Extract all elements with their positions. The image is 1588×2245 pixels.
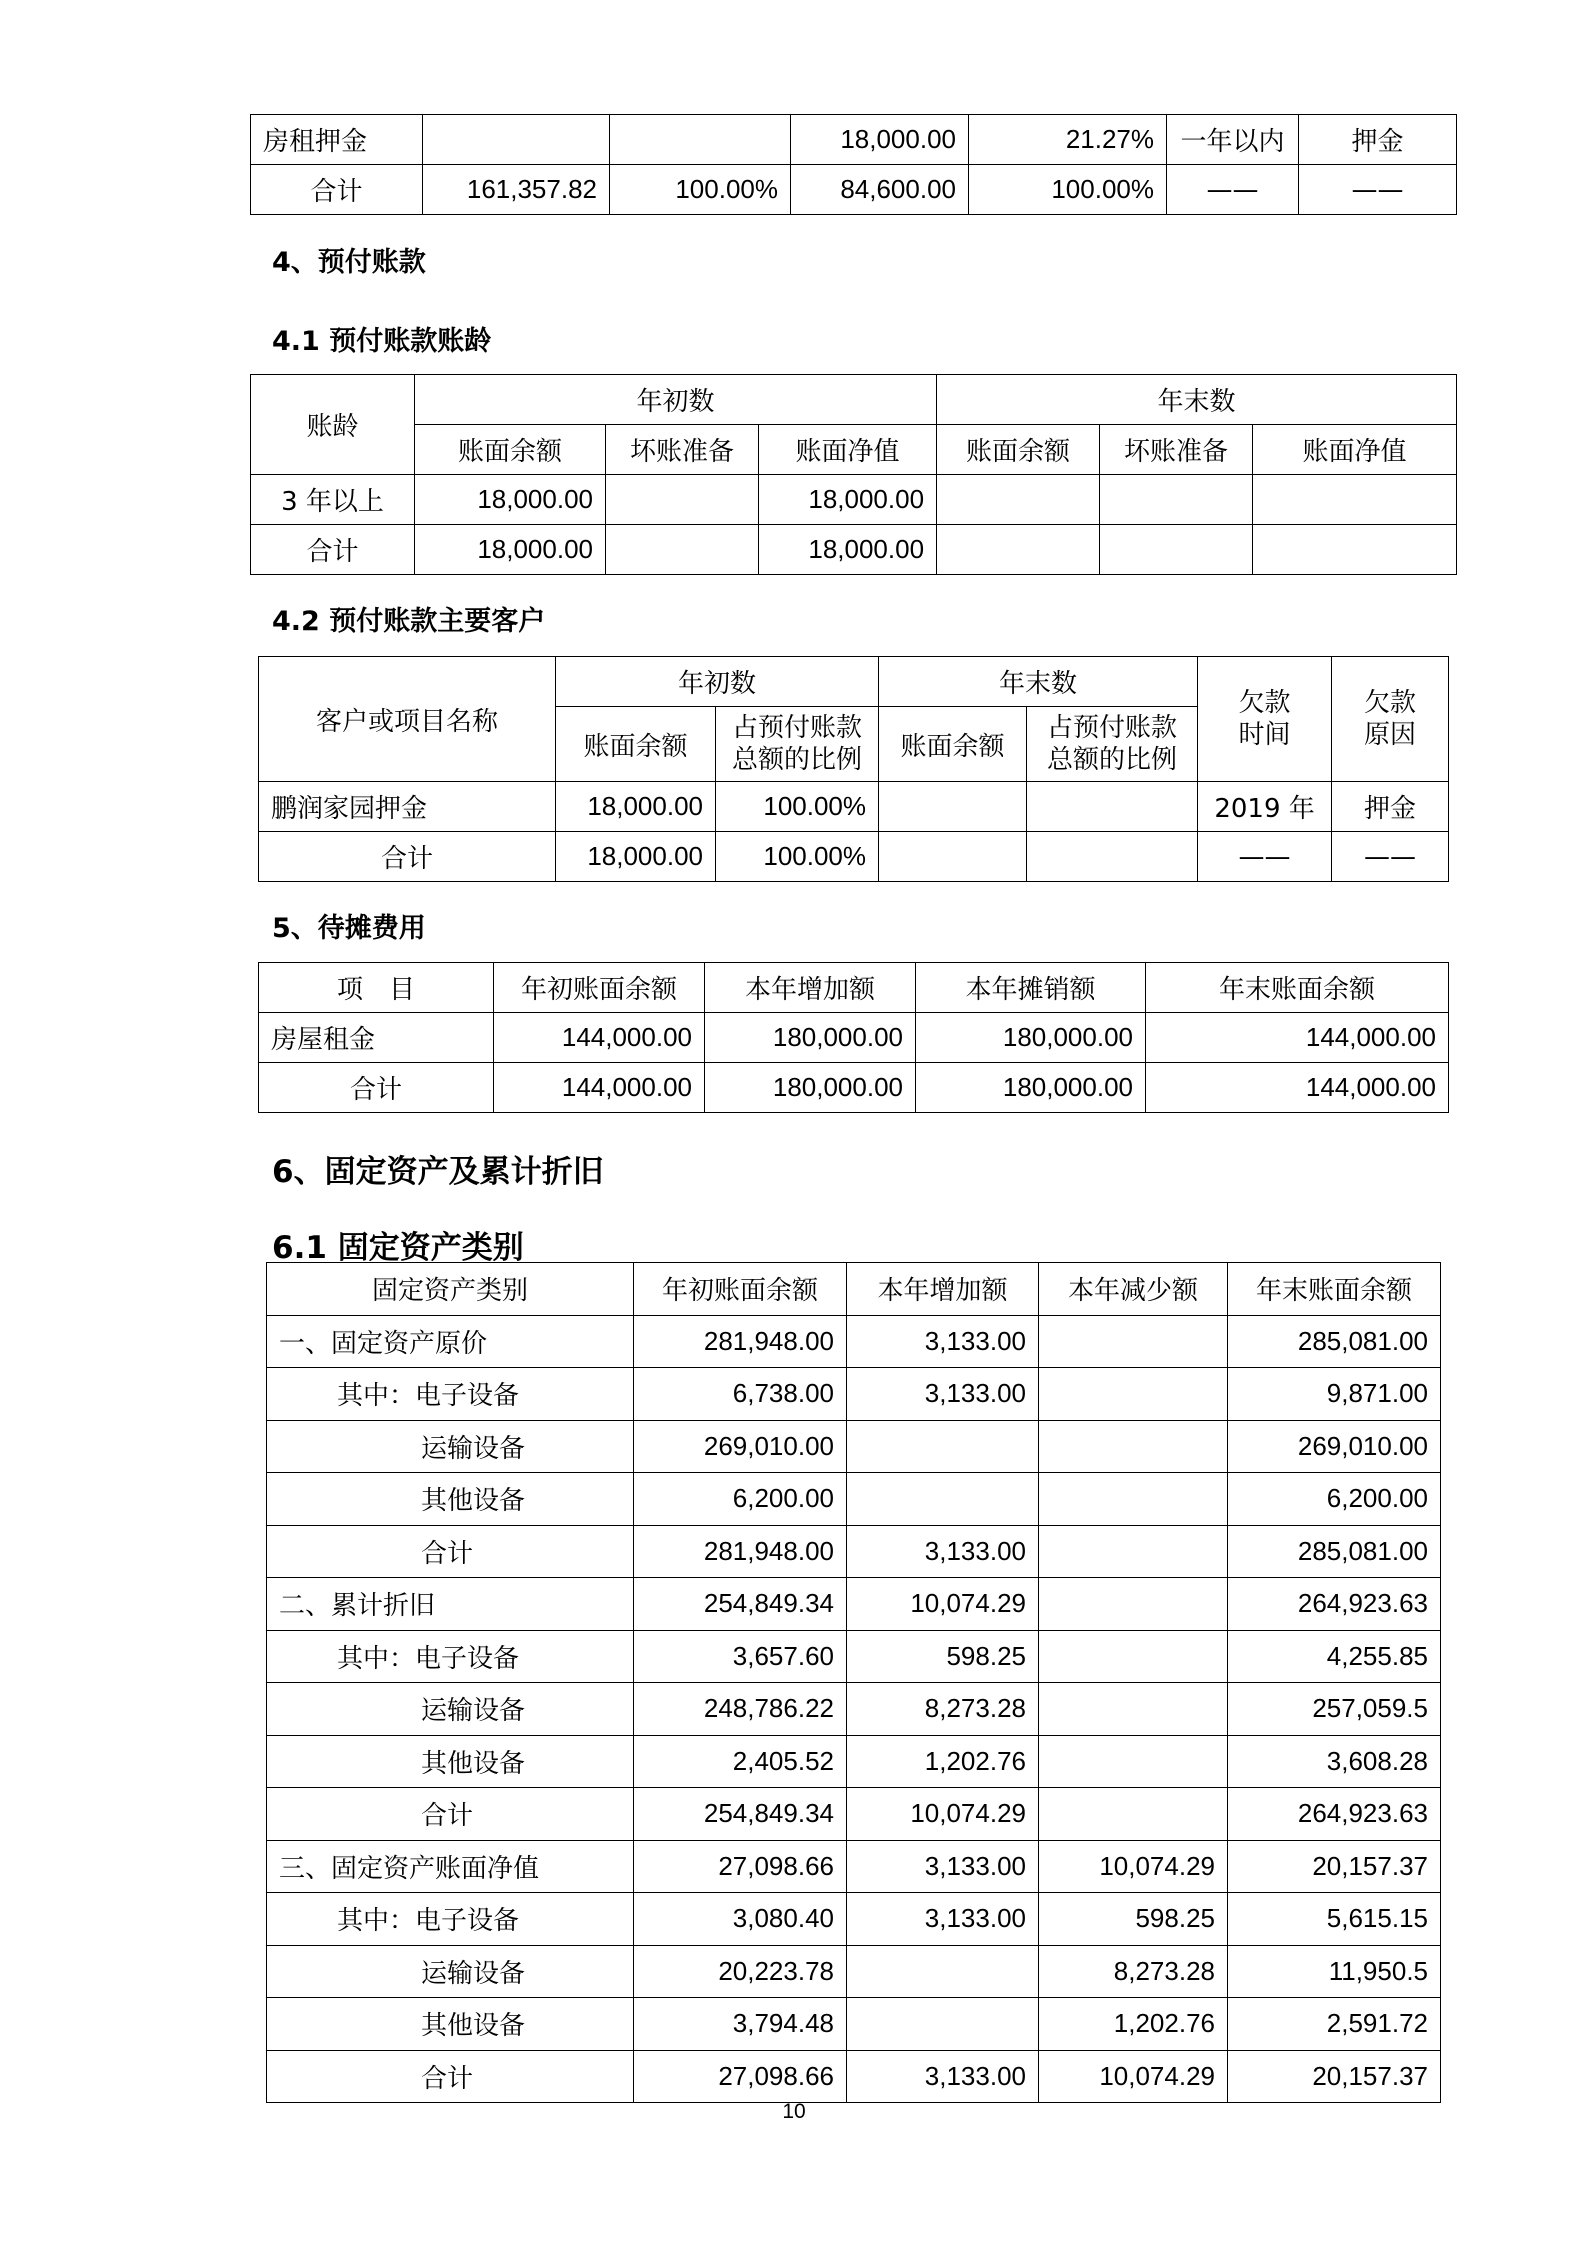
cell: 押金 bbox=[1332, 782, 1449, 832]
column-header: 坏账准备 bbox=[1100, 425, 1253, 475]
cell: 其中：电子设备 bbox=[267, 1893, 634, 1946]
cell: 254,849.34 bbox=[634, 1578, 847, 1631]
column-header: 占预付账款总额的比例 bbox=[1027, 707, 1198, 782]
cell: —— bbox=[1198, 832, 1332, 882]
column-header: 账面净值 bbox=[759, 425, 937, 475]
cell: 6,738.00 bbox=[634, 1368, 847, 1421]
cell bbox=[879, 832, 1027, 882]
column-header: 年初数 bbox=[556, 657, 879, 707]
cell: 3,133.00 bbox=[847, 2050, 1039, 2103]
cell: 其他设备 bbox=[267, 1473, 634, 1526]
column-header: 年末账面余额 bbox=[1228, 1263, 1441, 1316]
cell: 100.00% bbox=[716, 832, 879, 882]
cell: 598.25 bbox=[847, 1630, 1039, 1683]
table-row bbox=[259, 1013, 1449, 1063]
cell: 10,074.29 bbox=[847, 1788, 1039, 1841]
column-header: 欠款时间 bbox=[1198, 657, 1332, 782]
cell bbox=[606, 475, 759, 525]
cell: 6,200.00 bbox=[1228, 1473, 1441, 1526]
cell: 9,871.00 bbox=[1228, 1368, 1441, 1421]
table-row bbox=[267, 1945, 1441, 1998]
cell bbox=[1039, 1683, 1228, 1736]
cell: 其中：电子设备 bbox=[267, 1630, 634, 1683]
cell: 180,000.00 bbox=[916, 1063, 1146, 1113]
cell: 3,133.00 bbox=[847, 1840, 1039, 1893]
column-header: 年初账面余额 bbox=[634, 1263, 847, 1316]
deposit-table bbox=[250, 114, 1457, 215]
column-header: 账面余额 bbox=[556, 707, 716, 782]
cell: 运输设备 bbox=[267, 1683, 634, 1736]
prepaid-aging-table bbox=[250, 374, 1457, 575]
cell: 269,010.00 bbox=[634, 1420, 847, 1473]
cell: 144,000.00 bbox=[1146, 1063, 1449, 1113]
cell: 1,202.76 bbox=[1039, 1998, 1228, 2051]
table-row bbox=[251, 525, 1457, 575]
table-row bbox=[251, 165, 1457, 215]
table-row bbox=[267, 1630, 1441, 1683]
cell bbox=[1027, 832, 1198, 882]
table-header-row bbox=[251, 425, 1457, 475]
table-row bbox=[267, 1578, 1441, 1631]
cell: 押金 bbox=[1299, 115, 1457, 165]
cell: 254,849.34 bbox=[634, 1788, 847, 1841]
column-header: 年初账面余额 bbox=[494, 963, 705, 1013]
cell: 3,133.00 bbox=[847, 1893, 1039, 1946]
cell: 合计 bbox=[251, 165, 423, 215]
cell bbox=[1253, 475, 1457, 525]
cell: 合计 bbox=[259, 832, 556, 882]
column-header: 账面余额 bbox=[937, 425, 1100, 475]
cell: 100.00% bbox=[969, 165, 1167, 215]
cell: 18,000.00 bbox=[415, 525, 606, 575]
cell: 100.00% bbox=[716, 782, 879, 832]
column-header: 年末数 bbox=[937, 375, 1457, 425]
cell bbox=[1039, 1368, 1228, 1421]
deferred-expense-table bbox=[258, 962, 1449, 1113]
table-row bbox=[267, 1735, 1441, 1788]
column-header: 占预付账款总额的比例 bbox=[716, 707, 879, 782]
cell: —— bbox=[1332, 832, 1449, 882]
cell: 18,000.00 bbox=[556, 782, 716, 832]
cell: 598.25 bbox=[1039, 1893, 1228, 1946]
cell: 20,223.78 bbox=[634, 1945, 847, 1998]
cell: 27,098.66 bbox=[634, 2050, 847, 2103]
table-row bbox=[267, 1893, 1441, 1946]
cell: 180,000.00 bbox=[705, 1063, 916, 1113]
cell: 8,273.28 bbox=[1039, 1945, 1228, 1998]
table-row bbox=[267, 2050, 1441, 2103]
cell bbox=[606, 525, 759, 575]
cell bbox=[1039, 1473, 1228, 1526]
column-header: 本年减少额 bbox=[1039, 1263, 1228, 1316]
table-row bbox=[267, 1998, 1441, 2051]
cell: 3,133.00 bbox=[847, 1368, 1039, 1421]
cell: 8,273.28 bbox=[847, 1683, 1039, 1736]
cell bbox=[1027, 782, 1198, 832]
cell: 3 年以上 bbox=[251, 475, 415, 525]
cell: 一年以内 bbox=[1167, 115, 1299, 165]
section-heading: 5、待摊费用 bbox=[272, 913, 426, 944]
cell: 21.27% bbox=[969, 115, 1167, 165]
cell: 其他设备 bbox=[267, 1735, 634, 1788]
cell bbox=[847, 1945, 1039, 1998]
column-header: 本年增加额 bbox=[705, 963, 916, 1013]
section-heading: 6、固定资产及累计折旧 bbox=[272, 1154, 604, 1190]
cell: 合计 bbox=[267, 1525, 634, 1578]
table-row bbox=[267, 1473, 1441, 1526]
cell: 2,405.52 bbox=[634, 1735, 847, 1788]
column-header: 坏账准备 bbox=[606, 425, 759, 475]
table-row bbox=[251, 115, 1457, 165]
column-header: 本年增加额 bbox=[847, 1263, 1039, 1316]
column-header: 本年摊销额 bbox=[916, 963, 1146, 1013]
cell bbox=[1039, 1735, 1228, 1788]
section-heading: 4.1 预付账款账龄 bbox=[272, 326, 492, 357]
section-heading: 4.2 预付账款主要客户 bbox=[272, 606, 546, 637]
table-row bbox=[259, 1063, 1449, 1113]
cell: 10,074.29 bbox=[1039, 2050, 1228, 2103]
cell: 100.00% bbox=[610, 165, 791, 215]
cell bbox=[1253, 525, 1457, 575]
section-heading: 6.1 固定资产类别 bbox=[272, 1230, 524, 1266]
cell: 合计 bbox=[267, 2050, 634, 2103]
cell: 运输设备 bbox=[267, 1420, 634, 1473]
cell: 11,950.5 bbox=[1228, 1945, 1441, 1998]
table-header-row bbox=[267, 1263, 1441, 1316]
prepaid-customer-table bbox=[258, 656, 1449, 882]
cell: 合计 bbox=[267, 1788, 634, 1841]
cell: 269,010.00 bbox=[1228, 1420, 1441, 1473]
cell bbox=[1100, 475, 1253, 525]
cell bbox=[1039, 1578, 1228, 1631]
column-header: 账面净值 bbox=[1253, 425, 1457, 475]
cell: 18,000.00 bbox=[759, 475, 937, 525]
cell: 10,074.29 bbox=[1039, 1840, 1228, 1893]
cell: 264,923.63 bbox=[1228, 1788, 1441, 1841]
table-row bbox=[267, 1525, 1441, 1578]
cell: 2019 年 bbox=[1198, 782, 1332, 832]
cell: 285,081.00 bbox=[1228, 1315, 1441, 1368]
column-header: 欠款原因 bbox=[1332, 657, 1449, 782]
cell: 281,948.00 bbox=[634, 1315, 847, 1368]
cell bbox=[937, 525, 1100, 575]
table-row bbox=[267, 1683, 1441, 1736]
cell: 鹏润家园押金 bbox=[259, 782, 556, 832]
cell: 一、固定资产原价 bbox=[267, 1315, 634, 1368]
cell bbox=[847, 1998, 1039, 2051]
cell: 运输设备 bbox=[267, 1945, 634, 1998]
cell: 3,133.00 bbox=[847, 1315, 1039, 1368]
table-header-row bbox=[259, 657, 1449, 707]
cell: 4,255.85 bbox=[1228, 1630, 1441, 1683]
column-header: 年初数 bbox=[415, 375, 937, 425]
cell: 18,000.00 bbox=[759, 525, 937, 575]
cell: 18,000.00 bbox=[556, 832, 716, 882]
section-heading: 4、预付账款 bbox=[272, 247, 426, 278]
cell: 其他设备 bbox=[267, 1998, 634, 2051]
cell bbox=[879, 782, 1027, 832]
cell: 三、固定资产账面净值 bbox=[267, 1840, 634, 1893]
cell bbox=[423, 115, 610, 165]
table-row bbox=[267, 1840, 1441, 1893]
table-header-row bbox=[251, 375, 1457, 425]
cell bbox=[1100, 525, 1253, 575]
cell bbox=[610, 115, 791, 165]
table-row bbox=[267, 1420, 1441, 1473]
cell bbox=[937, 475, 1100, 525]
cell bbox=[1039, 1525, 1228, 1578]
cell: 27,098.66 bbox=[634, 1840, 847, 1893]
cell: 180,000.00 bbox=[916, 1013, 1146, 1063]
cell: 合计 bbox=[251, 525, 415, 575]
cell: 18,000.00 bbox=[791, 115, 969, 165]
cell: 144,000.00 bbox=[494, 1063, 705, 1113]
cell: 285,081.00 bbox=[1228, 1525, 1441, 1578]
cell: 18,000.00 bbox=[415, 475, 606, 525]
cell bbox=[1039, 1315, 1228, 1368]
cell: 合计 bbox=[259, 1063, 494, 1113]
table-row bbox=[259, 832, 1449, 882]
column-header: 年末账面余额 bbox=[1146, 963, 1449, 1013]
column-header: 账面余额 bbox=[415, 425, 606, 475]
cell: 5,615.15 bbox=[1228, 1893, 1441, 1946]
cell: 20,157.37 bbox=[1228, 1840, 1441, 1893]
cell: 3,080.40 bbox=[634, 1893, 847, 1946]
table-row bbox=[267, 1368, 1441, 1421]
cell: —— bbox=[1167, 165, 1299, 215]
cell bbox=[847, 1420, 1039, 1473]
cell: 257,059.5 bbox=[1228, 1683, 1441, 1736]
cell bbox=[1039, 1630, 1228, 1683]
cell: 264,923.63 bbox=[1228, 1578, 1441, 1631]
cell bbox=[847, 1473, 1039, 1526]
table-header-row bbox=[259, 963, 1449, 1013]
cell: 3,133.00 bbox=[847, 1525, 1039, 1578]
cell: 其中：电子设备 bbox=[267, 1368, 634, 1421]
cell: 180,000.00 bbox=[705, 1013, 916, 1063]
table-row bbox=[267, 1788, 1441, 1841]
cell: 144,000.00 bbox=[1146, 1013, 1449, 1063]
table-row bbox=[259, 782, 1449, 832]
cell: 6,200.00 bbox=[634, 1473, 847, 1526]
column-header: 账龄 bbox=[251, 375, 415, 475]
column-header: 项 目 bbox=[259, 963, 494, 1013]
cell: —— bbox=[1299, 165, 1457, 215]
cell: 144,000.00 bbox=[494, 1013, 705, 1063]
cell: 10,074.29 bbox=[847, 1578, 1039, 1631]
cell: 161,357.82 bbox=[423, 165, 610, 215]
cell bbox=[1039, 1788, 1228, 1841]
fixed-asset-table-body bbox=[267, 1263, 1441, 2103]
column-header: 账面余额 bbox=[879, 707, 1027, 782]
fixed-asset-table bbox=[266, 1262, 1441, 2103]
column-header: 客户或项目名称 bbox=[259, 657, 556, 782]
cell: 84,600.00 bbox=[791, 165, 969, 215]
cell: 二、累计折旧 bbox=[267, 1578, 634, 1631]
cell: 房屋租金 bbox=[259, 1013, 494, 1063]
column-header: 固定资产类别 bbox=[267, 1263, 634, 1316]
table-row bbox=[267, 1315, 1441, 1368]
cell: 房租押金 bbox=[251, 115, 423, 165]
cell: 248,786.22 bbox=[634, 1683, 847, 1736]
cell: 1,202.76 bbox=[847, 1735, 1039, 1788]
cell: 20,157.37 bbox=[1228, 2050, 1441, 2103]
cell: 281,948.00 bbox=[634, 1525, 847, 1578]
cell: 3,794.48 bbox=[634, 1998, 847, 2051]
column-header: 年末数 bbox=[879, 657, 1198, 707]
page-number: 10 bbox=[782, 2100, 806, 2123]
cell bbox=[1039, 1420, 1228, 1473]
cell: 2,591.72 bbox=[1228, 1998, 1441, 2051]
cell: 3,608.28 bbox=[1228, 1735, 1441, 1788]
cell: 3,657.60 bbox=[634, 1630, 847, 1683]
table-row bbox=[251, 475, 1457, 525]
